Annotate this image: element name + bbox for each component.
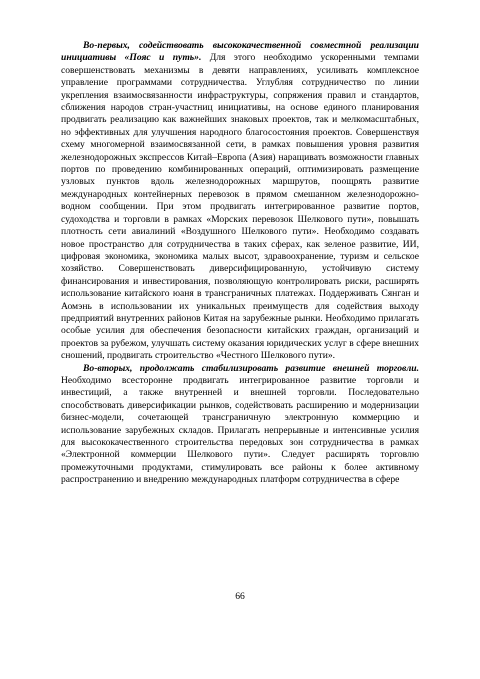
- paragraph-belt-and-road: [61, 40, 419, 363]
- page-number: 66: [235, 591, 245, 602]
- paragraph-text: Необходимо всесторонне продвигать интегрированное развитие торговли и инвестиций, а также внутренней и внешней торговли. Последовательно способствовать диверсификации рынков, содействовать расширению и модернизации бизнес-модели, сочетающей трансграничную электронную коммерцию и использование зарубежных складов. Прилагать непрерывные и интенсивные усилия для высококачественного строительства передовых зон сотрудничества в рамках «Электронной коммерции Шелкового пути». Следует расширять торговлю промежуточными продуктами, стимулировать все районы к более активному распространению и внедрению международных платформ сотрудничества в сфере: [61, 374, 419, 486]
- paragraph-lead: Во-вторых, продолжать стабилизировать развитие внешней торговли.: [83, 362, 419, 374]
- paragraph-foreign-trade: [61, 363, 419, 487]
- paragraph-lead: Во-первых, содействовать высококачественной совместной реализации инициативы «Пояс и путь».: [61, 40, 419, 64]
- body-text: [61, 40, 419, 487]
- paragraph-text: Для этого необходимо ускоренными темпами совершенствовать механизмы в девяти направлениях, усиливать комплексное управление программами сотрудничества. Углубляя сотрудничество по линии укрепления взаимосвязанности инфраструктуры, сопряжения правил и стандартов, сближения народов стран-участниц инициативы, на основе единого планирования продвигать реализацию как важнейших знаковых проектов, так и мелкомасштабных, но эффективных для улучшения народного благосостояния проектов. Совершенствуя схему многомерной взаимосвязанной сети, в рамках повышения уровня развития железнодорожных экспрессов Китай–Европа (Азия) наращивать возможности главных портов по проведению комбинированных операций, оптимизировать размещение узловых пунктов вдоль железнодорожных маршрутов, поощрять развитие международных контейнерных перевозок в прямом смешанном железнодорожно-водном сообщении. При этом продвигать интегрированное развитие портов, судоходства и торговли в рамках «Морских перевозок Шелкового пути», повышать плотность сети авиалиний «Воздушного Шелкового пути». Необходимо создавать новое пространство для сотрудничества в таких сферах, как зеленое развитие, ИИ, цифровая экономика, экономика малых высот, здравоохранение, туризм и сельское хозяйство. Совершенствовать диверсифицированную, устойчивую систему финансирования и инвестирования, позволяющую контролировать риски, расширять использование китайского юаня в трансграничных платежах. Поддерживать Сянган и Аомэнь в использовании их уникальных преимуществ для содействия выходу предприятий внутренних районов Китая на зарубежные рынки. Необходимо прилагать особые усилия для обеспечения безопасности китайских граждан, организаций и проектов за рубежом, улучшать систему оказания юридических услуг в сфере внешних сношений, продвигать строительство «Честного Шелкового пути».: [61, 52, 419, 362]
